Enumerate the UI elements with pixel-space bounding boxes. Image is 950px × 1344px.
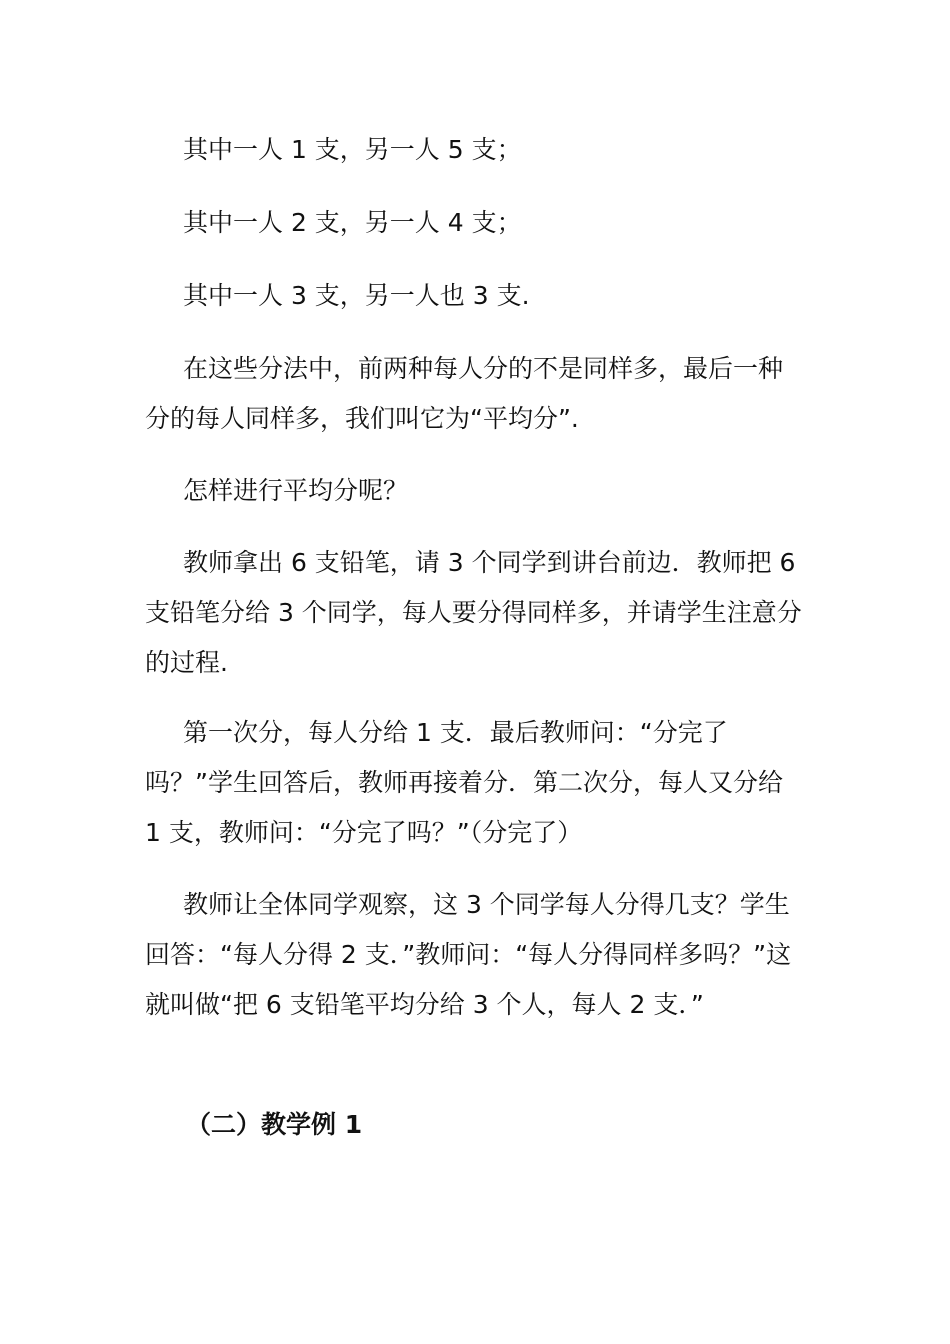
paragraph-2: 其中一人 2 支，另一人 4 支； (183, 208, 522, 237)
paragraph-4: 在这些分法中，前两种每人分的不是同样多，最后一种分的每人同样多，我们叫它为“平均分”. (145, 354, 784, 433)
paragraph-1: 其中一人 1 支，另一人 5 支； (183, 135, 522, 164)
paragraph-8: 教师让全体同学观察，这 3 个同学每人分得几支？学生回答：“每人分得 2 支．”教师问：“每人分得同样多吗？”这就叫做“把 6 支铅笔平均分给 3 个人，每人 2 支．” (145, 890, 792, 1019)
paragraph-3: 其中一人 3 支，另一人也 3 支. (183, 281, 530, 310)
paragraph-7: 第一次分，每人分给 1 支．最后教师问：“分完了吗？”学生回答后，教师再接着分．第二次分，每人又分给 1 支，教师问：“分完了吗？”（分完了） (145, 718, 783, 847)
section-heading: （二）教学例 1 (186, 1110, 363, 1139)
paragraph-5: 怎样进行平均分呢？ (183, 476, 409, 505)
paragraph-6: 教师拿出 6 支铅笔，请 3 个同学到讲台前边．教师把 6 支铅笔分给 3 个同学，每人要分得同样多，并请学生注意分的过程. (145, 548, 802, 677)
